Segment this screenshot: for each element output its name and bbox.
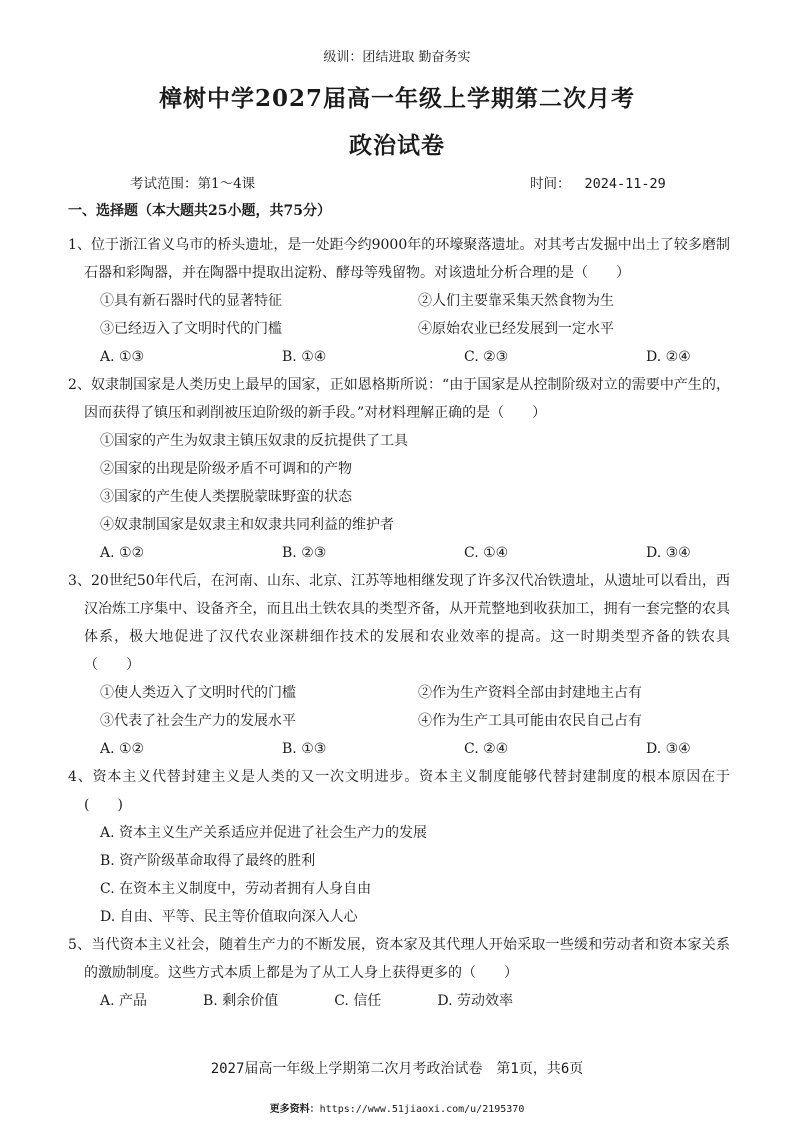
option-b: B. 资产阶级革命取得了最终的胜利 [100, 853, 316, 869]
question-5 [68, 931, 730, 1015]
statement-row [68, 679, 730, 707]
question-stem: 5、当代资本主义社会，随着生产力的不断发展，资本家及其代理人开始采取一些缓和劳动者和资本家关系的激励制度。这些方式本质上都是为了从工人身上获得更多的（ ） [68, 937, 730, 981]
option-row [68, 735, 730, 763]
option-c: C. 在资本主义制度中，劳动者拥有人身自由 [100, 881, 372, 897]
statement: ②作为生产资料全部由封建地主占有 [418, 685, 642, 701]
statement: ①具有新石器时代的显著特征 [100, 293, 282, 309]
exam-subject: 政治试卷 [349, 132, 445, 159]
time-label: 时间： [530, 176, 571, 192]
statement: ③已经迈入了文明时代的门槛 [100, 321, 282, 337]
option-a: A. ①② [100, 741, 145, 757]
option-c: C. ②④ [464, 741, 509, 757]
statement: ①使人类迈入了文明时代的门槛 [100, 685, 296, 701]
option-d: D. ②④ [646, 349, 691, 365]
option-c: C. 信任 [334, 993, 382, 1009]
source-line [0, 1100, 794, 1115]
option-a: A. ①② [100, 545, 145, 561]
statement-row [68, 707, 730, 735]
option-d: D. 自由、平等、民主等价值取向深入人心 [100, 909, 358, 925]
option-d: D. 劳动效率 [437, 993, 513, 1009]
option-b: B. 剩余价值 [203, 993, 279, 1009]
option-b: B. ①③ [282, 741, 327, 757]
class-motto: 级训：团结进取 勤奋务实 [323, 50, 471, 65]
exam-time [530, 172, 666, 192]
question-2 [68, 371, 730, 567]
question-list [68, 231, 730, 1015]
statement: ③国家的产生使人类摆脱蒙昧野蛮的状态 [100, 489, 352, 505]
option-b: B. ①④ [282, 349, 327, 365]
option-row [68, 539, 730, 567]
option-b: B. ②③ [282, 545, 327, 561]
statement: ④原始农业已经发展到一定水平 [418, 321, 614, 337]
option-d: D. ③④ [646, 741, 691, 757]
time-value: 2024-11-29 [584, 176, 666, 192]
option-row [68, 343, 730, 371]
source-label: 更多资料： [269, 1104, 320, 1115]
question-stem: 1、位于浙江省义乌市的桥头遗址，是一处距今约9000年的环壕聚落遗址。对其考古发掘中出土了较多磨制石器和彩陶器，并在陶器中提取出淀粉、酵母等残留物。对该遗址分析合理的是（ ） [68, 237, 730, 281]
option-c: C. ②③ [464, 349, 509, 365]
source-link[interactable]: https://www.51jiaoxi.com/u/2195370 [319, 1104, 525, 1115]
option-a: A. 产品 [100, 993, 148, 1009]
statement: ②人们主要靠采集天然食物为生 [418, 293, 614, 309]
option-d: D. ③④ [646, 545, 691, 561]
statement: ②国家的出现是阶级矛盾不可调和的产物 [100, 461, 352, 477]
question-stem: 4、资本主义代替封建主义是人类的又一次文明进步。资本主义制度能够代替封建制度的根本原因在于( ) [68, 769, 730, 813]
question-stem: 2、奴隶制国家是人类历史上最早的国家，正如恩格斯所说：“由于国家是从控制阶级对立的需要中产生的，因而获得了镇压和剥削被压迫阶级的新手段。”对材料理解正确的是（ ） [68, 377, 730, 421]
option-a: A. 资本主义生产关系适应并促进了社会生产力的发展 [100, 825, 428, 841]
option-c: C. ①④ [464, 545, 509, 561]
question-3 [68, 567, 730, 763]
statement: ④作为生产工具可能由农民自己占有 [418, 713, 642, 729]
exam-title: 樟树中学2027届高一年级上学期第二次月考 [158, 85, 635, 112]
question-4 [68, 763, 730, 931]
statement: ③代表了社会生产力的发展水平 [100, 713, 296, 729]
statement-row [68, 287, 730, 315]
option-row [68, 987, 730, 1015]
statement: ①国家的产生为奴隶主镇压奴隶的反抗提供了工具 [100, 433, 408, 449]
statement: ④奴隶制国家是奴隶主和奴隶共同利益的维护者 [100, 517, 394, 533]
question-1 [68, 231, 730, 371]
statement-row [68, 315, 730, 343]
page-footer: 2027届高一年级上学期第二次月考政治试卷 第1页，共6页 [210, 1061, 584, 1077]
section-title: 一、选择题（本大题共25小题，共75分） [68, 203, 331, 219]
option-a: A. ①③ [100, 349, 145, 365]
question-stem: 3、20世纪50年代后，在河南、山东、北京、江苏等地相继发现了许多汉代冶铁遗址，从遗址可以看出，西汉冶炼工序集中、设备齐全，而且出土铁农具的类型齐备，从开荒整地到收获加工，拥有一套完整的农具体系，极大地促进了汉代农业深耕细作技术的发展和农业效率的提高。这一时期类型齐备的铁农具（ ） [68, 573, 730, 673]
exam-scope: 考试范围：第1～4课 [130, 176, 256, 192]
